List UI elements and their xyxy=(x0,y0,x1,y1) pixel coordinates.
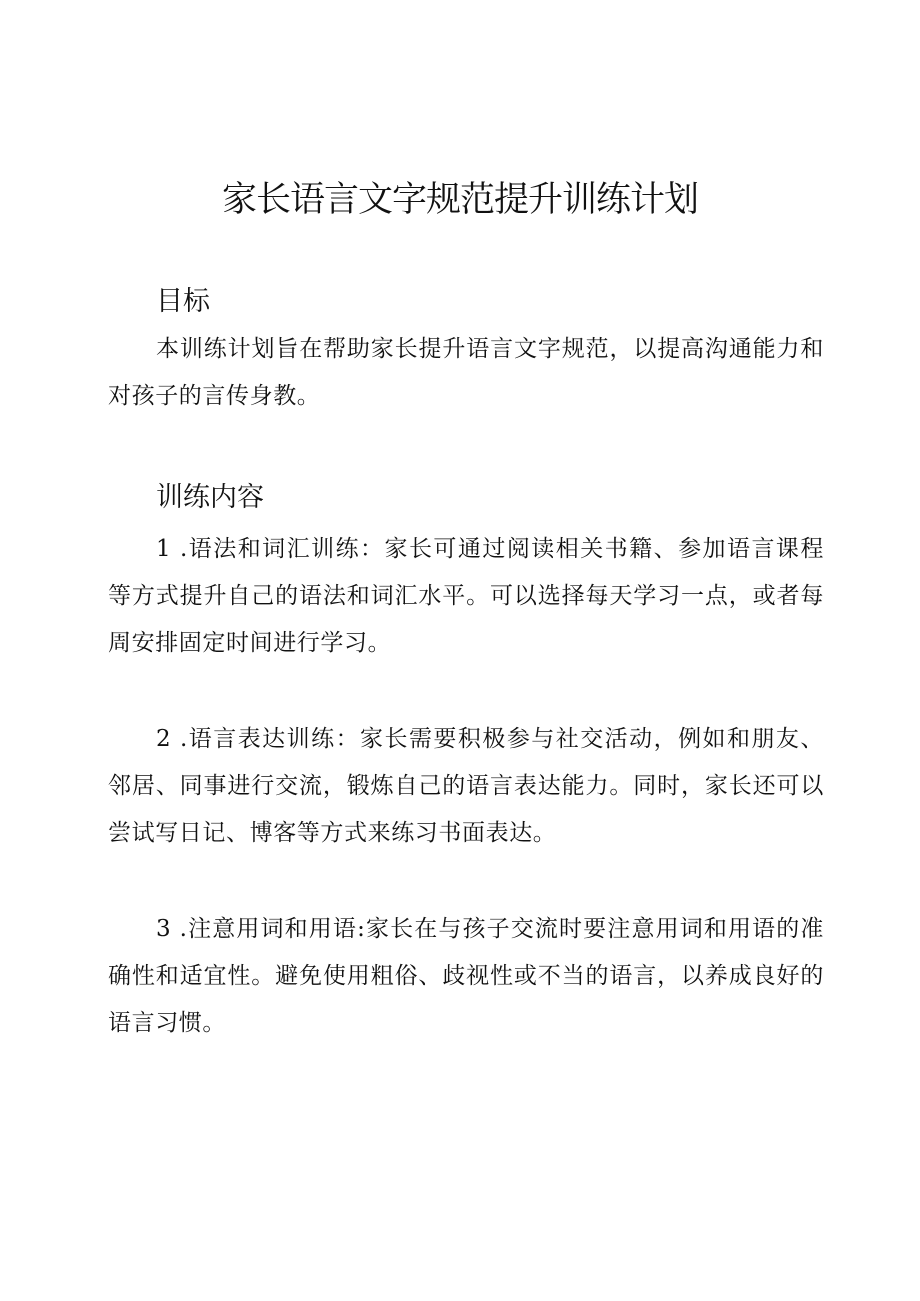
training-item-grammar-vocabulary: 1 .语法和词汇训练：家长可通过阅读相关书籍、参加语言课程等方式提升自己的语法和词汇水平。可以选择每天学习一点，或者每周安排固定时间进行学习。 xyxy=(108,536,824,656)
training-item-word-usage: 3 .注意用词和用语:家长在与孩子交流时要注意用词和用语的准确性和适宜性。避免使用粗俗、歧视性或不当的语言，以养成良好的语言习惯。 xyxy=(108,916,824,1036)
goal-paragraph: 本训练计划旨在帮助家长提升语言文字规范，以提高沟通能力和对孩子的言传身教。 xyxy=(108,336,824,409)
goal-heading: 目标 xyxy=(156,286,210,317)
training-content-heading: 训练内容 xyxy=(156,482,264,513)
training-item-language-expression: 2 .语言表达训练：家长需要积极参与社交活动，例如和朋友、邻居、同事进行交流，锻炼自己的语言表达能力。同时，家长还可以尝试写日记、博客等方式来练习书面表达。 xyxy=(108,726,824,846)
document-title: 家长语言文字规范提升训练计划 xyxy=(221,180,698,220)
